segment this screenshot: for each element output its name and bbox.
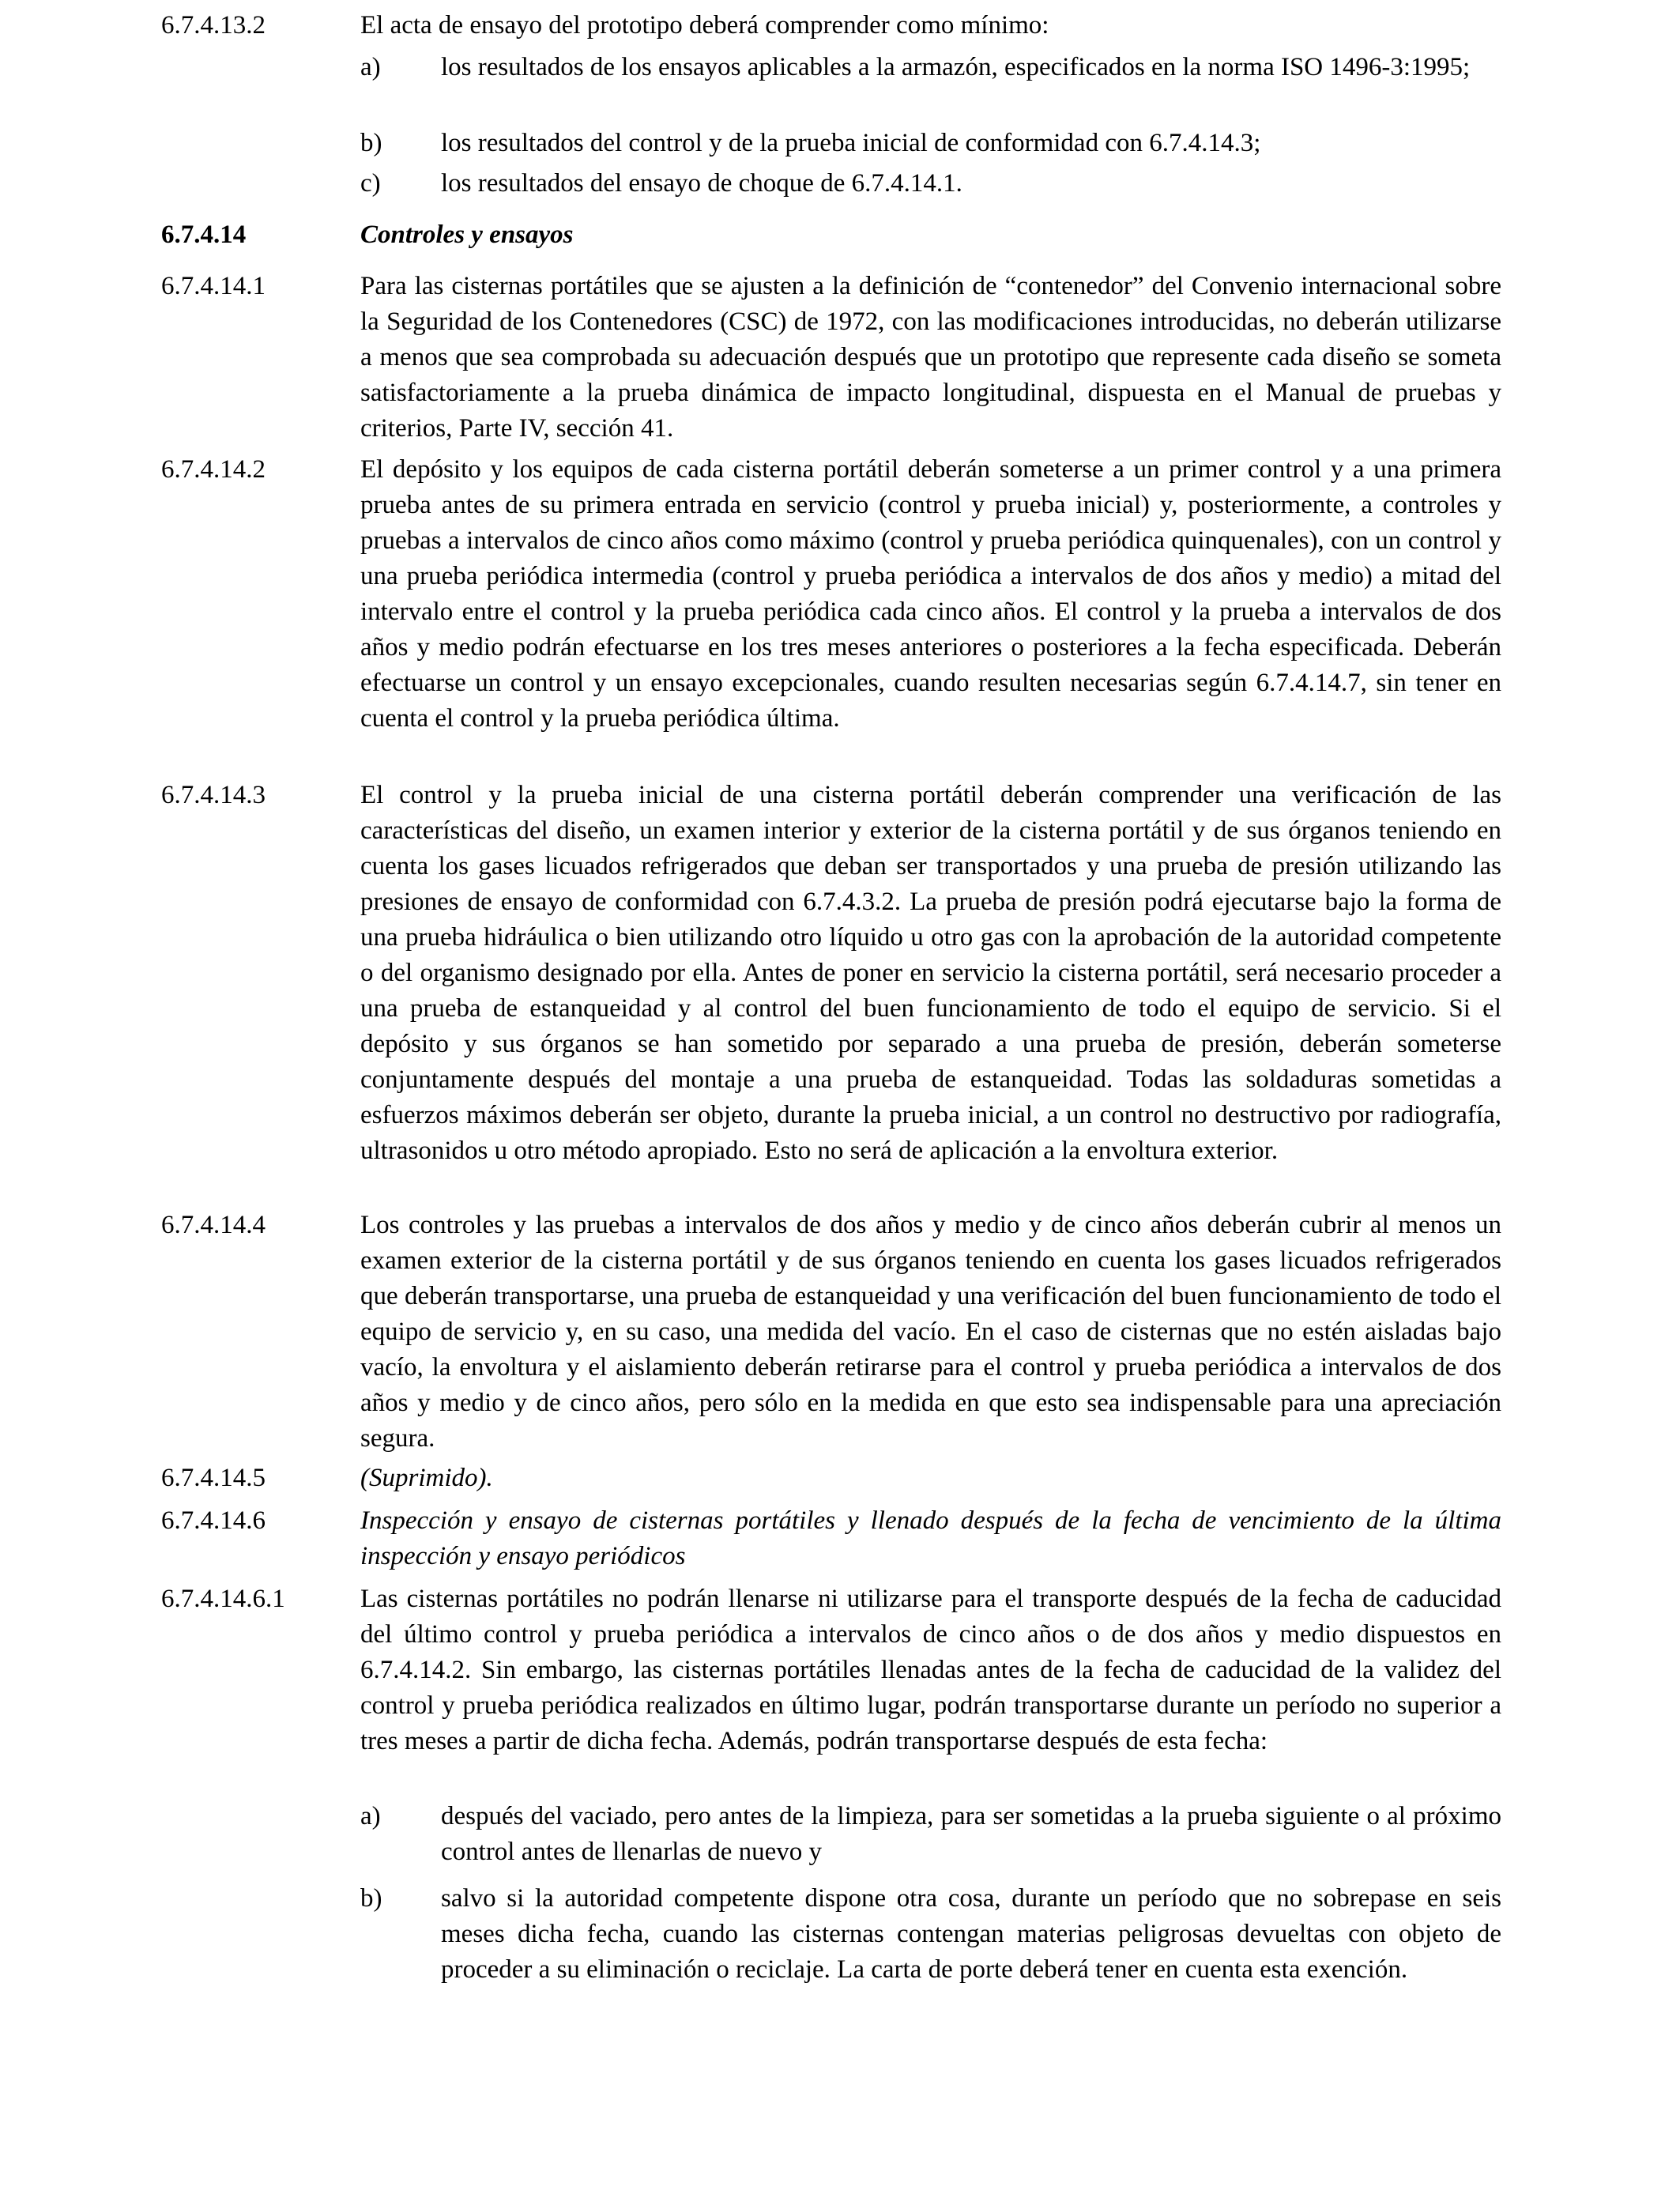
section-text: Los controles y las pruebas a intervalos de dos años y medio y de cinco años deberán cubrir al menos un examen exterior de la cisterna portátil y de sus órganos teniendo en cuenta los gases licuados refrigerados que deberán transportarse, una prueba de estanqueidad y una verificación del buen funcionamiento de todo el equipo de servicio y, en su caso, una medida del vacío. En el caso de cisternas que no estén aisladas bajo vacío, la envoltura y el aislamiento deberán retirarse para el control y prueba periódica a intervalos de dos años y medio y de cinco años, pero sólo en la medida en que esto sea indispensable para una apreciación segura. bbox=[360, 1211, 1501, 1453]
section-text: El control y la prueba inicial de una cisterna portátil deberán comprender una verificación de las características del diseño, un examen interior y exterior de la cisterna portátil y de sus órganos teniendo en cuenta los gases licuados refrigerados que deban ser transportados y una prueba de presión utilizando las presiones de ensayo de conformidad con 6.7.4.3.2. La prueba de presión podrá ejecutarse bajo la forma de una prueba hidráulica o bien utilizando otro líquido u otro gas con la aprobación de la autoridad competente o del organismo designado por ella. Antes de poner en servicio la cisterna portátil, será necesario proceder a una prueba de estanqueidad y al control del buen funcionamiento de todo el equipo de servicio. Si el depósito y sus órganos se han sometido por separado a una prueba de presión, deberán someterse conjuntamente después del montaje a una prueba de estanqueidad. Todas las soldaduras sometidas a esfuerzos máximos deberán ser objeto, durante la prueba inicial, a un control no destructivo por radiografía, ultrasonidos u otro método apropiado. Esto no será de aplicación a la envoltura exterior. bbox=[360, 781, 1501, 1165]
section-text: El depósito y los equipos de cada cisterna portátil deberán someterse a un primer control y a una primera prueba antes de su primera entrada en servicio (control y prueba inicial) y, posteriormente, a controles y pruebas a intervalos de cinco años como máximo (control y prueba periódica quinquenales), con un control y una prueba periódica intermedia (control y prueba periódica a intervalos de dos años y medio) a mitad del intervalo entre el control y la prueba periódica cada cinco años. El control y la prueba a intervalos de dos años y medio podrán efectuarse en los tres meses anteriores o posteriores a la fecha especificada. Deberán efectuarse un control y un ensayo excepcionales, cuando resulten necesarias según 6.7.4.14.7, sin tener en cuenta el control y la prueba periódica última. bbox=[360, 455, 1501, 733]
section-number: 6.7.4.14 bbox=[161, 221, 247, 249]
section-text: El acta de ensayo del prototipo deberá comprender como mínimo: bbox=[360, 11, 1049, 40]
list-item-text: los resultados del ensayo de choque de 6.7.4.14.1. bbox=[441, 169, 962, 198]
list-item-text: los resultados de los ensayos aplicables a la armazón, especificados en la norma ISO 1496-3:1995; bbox=[441, 53, 1471, 81]
list-item-label: b) bbox=[360, 129, 382, 157]
section-number: 6.7.4.14.3 bbox=[161, 781, 266, 809]
list-item-label: a) bbox=[360, 1802, 381, 1830]
section-text: Las cisternas portátiles no podrán llenarse ni utilizarse para el transporte después de la fecha de caducidad del último control y prueba periódica a intervalos de cinco años o de dos años y medio dispuestos en 6.7.4.14.2. Sin embargo, las cisternas portátiles llenadas antes de la fecha de caducidad de la validez del control y prueba periódica realizados en último lugar, podrán transportarse durante un período no superior a tres meses a partir de dicha fecha. Además, podrán transportarse después de esta fecha: bbox=[360, 1585, 1501, 1755]
list-item-text: salvo si la autoridad competente dispone otra cosa, durante un período que no sobrepase en seis meses dicha fecha, cuando las cisternas contengan materias peligrosas devueltas con objeto de proceder a su eliminación o reciclaje. La carta de porte deberá tener en cuenta esta exención. bbox=[441, 1884, 1501, 1984]
section-number: 6.7.4.14.1 bbox=[161, 272, 266, 300]
list-item-label: b) bbox=[360, 1884, 382, 1913]
list-item-label: a) bbox=[360, 53, 381, 81]
section-text: Para las cisternas portátiles que se ajusten a la definición de “contenedor” del Convenio internacional sobre la Seguridad de los Contenedores (CSC) de 1972, con las modificaciones introducidas, no deberán utilizarse a menos que sea comprobada su adecuación después que un prototipo que represente cada diseño se someta satisfactoriamente a la prueba dinámica de impacto longitudinal, dispuesta en el Manual de pruebas y criterios, Parte IV, sección 41. bbox=[360, 272, 1501, 443]
list-item-label: c) bbox=[360, 169, 381, 198]
section-title: Controles y ensayos bbox=[360, 221, 574, 249]
section-number: 6.7.4.14.5 bbox=[161, 1464, 266, 1492]
list-item-text: los resultados del control y de la prueba inicial de conformidad con 6.7.4.14.3; bbox=[441, 129, 1261, 157]
section-text: (Suprimido). bbox=[360, 1464, 493, 1492]
section-number: 6.7.4.14.6.1 bbox=[161, 1585, 285, 1613]
section-number: 6.7.4.14.4 bbox=[161, 1211, 266, 1239]
list-item-text: después del vaciado, pero antes de la limpieza, para ser sometidas a la prueba siguiente o al próximo control antes de llenarlas de nuevo y bbox=[441, 1802, 1501, 1866]
section-number: 6.7.4.14.2 bbox=[161, 455, 266, 484]
section-number: 6.7.4.14.6 bbox=[161, 1506, 266, 1535]
section-title: Inspección y ensayo de cisternas portátiles y llenado después de la fecha de vencimiento de la última inspección y ensayo periódicos bbox=[360, 1506, 1501, 1570]
section-number: 6.7.4.13.2 bbox=[161, 11, 266, 40]
